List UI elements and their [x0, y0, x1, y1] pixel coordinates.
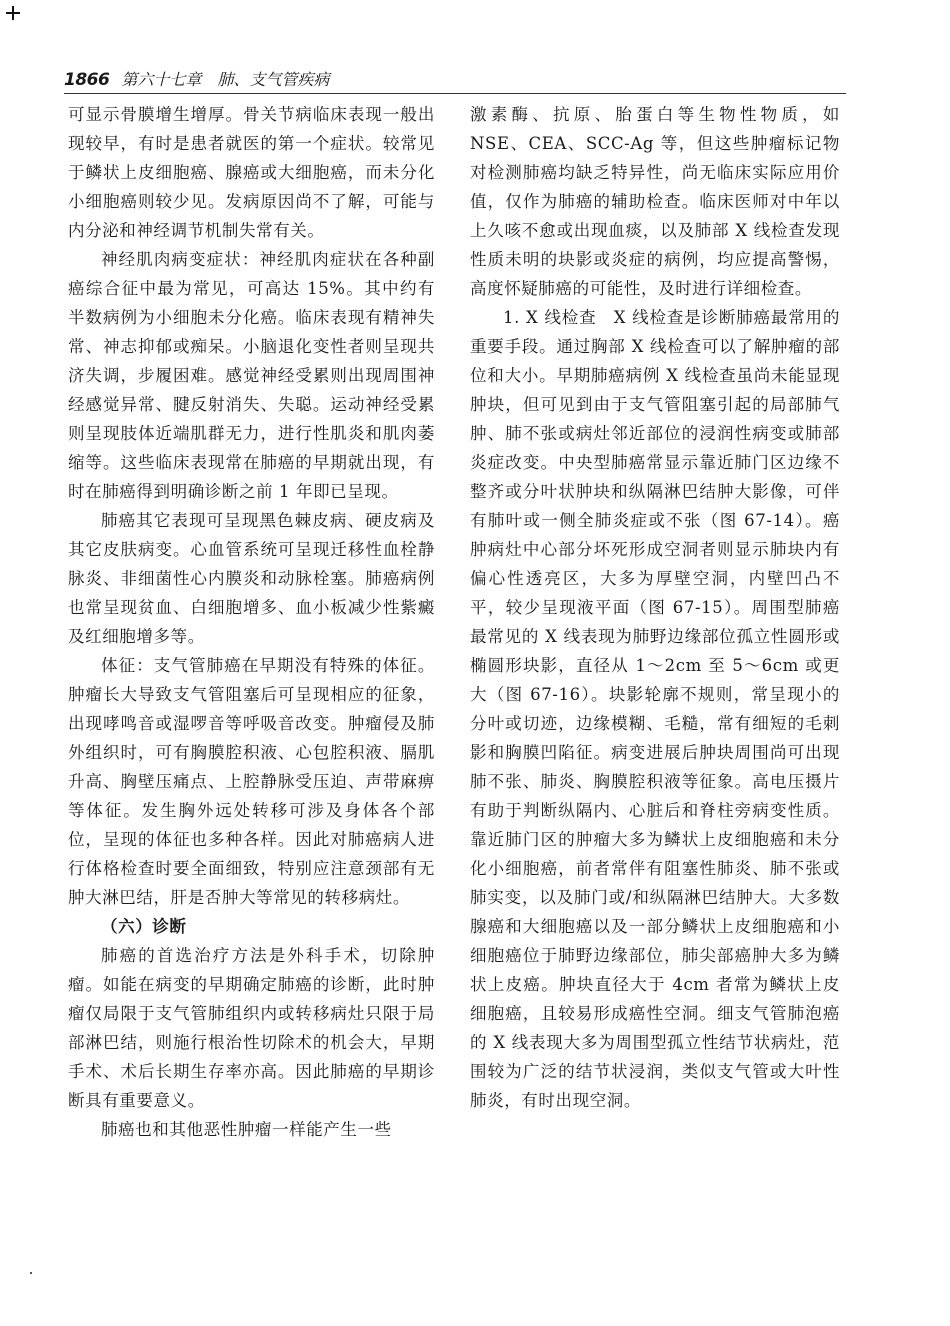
- right-column: [470, 100, 840, 1115]
- paragraph: [470, 303, 840, 1115]
- section-heading: （六）诊断: [101, 917, 187, 936]
- paragraph: 神经肌肉病变症状：神经肌肉症状在各种副癌综合征中最为常见，可高达 15%。其中约有半数病例为小细胞未分化癌。临床表现有精神失常、神志抑郁或痴呆。小脑退化变性者则呈现共济失调，步履困难。感觉神经受累则出现周围神经感觉异常、腱反射消失、失聪。运动神经受累则呈现肢体近端肌群无力，进行性肌炎和肌肉萎缩等。这些临床表现常在肺癌的早期就出现，有时在肺癌得到明确诊断之前 1 年即已呈现。: [68, 250, 435, 501]
- paragraph: 体征：支气管肺癌在早期没有特殊的体征。肿瘤长大导致支气管阻塞后可呈现相应的征象，出现哮鸣音或湿啰音等呼吸音改变。肿瘤侵及肺外组织时，可有胸膜腔积液、心包腔积液、膈肌升高、胸壁压痛点、上腔静脉受压迫、声带麻痹等体征。发生胸外远处转移可涉及身体各个部位，呈现的体征也多种各样。因此对肺癌病人进行体格检查时要全面细致，特别应注意颈部有无肿大淋巴结，肝是否肿大等常见的转移病灶。: [68, 656, 435, 907]
- subsection-label: 1. X 线检查: [503, 308, 597, 327]
- page-number: 1866: [64, 70, 110, 90]
- running-head: [64, 66, 844, 90]
- paragraph: 肺癌也和其他恶性肿瘤一样能产生一些: [101, 1120, 392, 1139]
- chapter-title: 第六十七章 肺、支气管疾病: [121, 70, 330, 89]
- registration-mark: [6, 6, 20, 20]
- paragraph-text: X 线检查是诊断肺癌最常用的重要手段。通过胸部 X 线检查可以了解肿瘤的部位和大小。早期肺癌病例 X 线检查虽尚未能显现肿块，但可见到由于支气管阻塞引起的局部肺气肿、肺不张或病灶邻近部位的浸润性病变或肺部炎症改变。中央型肺癌常显示靠近肺门区边缘不整齐或分叶状肿块和纵隔淋巴结肿大影像，可伴有肺叶或一侧全肺炎症或不张（图 67-14）。癌肿病灶中心部分坏死形成空洞者则显示肺块内有偏心性透亮区，大多为厚壁空洞，内壁凹凸不平，较少呈现液平面（图 67-15）。周围型肺癌最常见的 X 线表现为肺野边缘部位孤立性圆形或椭圆形块影，直径从 1～2cm 至 5～6cm 或更大（图 67-16）。块影轮廓不规则，常呈现小的分叶或切迹，边缘模糊、毛糙，常有细短的毛刺影和胸膜凹陷征。病变进展后肿块周围尚可出现肺不张、肺炎、胸膜腔积液等征象。高电压摄片有助于判断纵隔内、心脏后和脊柱旁病变性质。靠近肺门区的肿瘤大多为鳞状上皮细胞癌和未分化小细胞癌，前者常伴有阻塞性肺炎、肺不张或肺实变，以及肺门或/和纵隔淋巴结肿大。大多数腺癌和大细胞癌以及一部分鳞状上皮细胞癌和小细胞癌位于肺野边缘部位，肺尖部癌肿大多为鳞状上皮癌。肿块直径大于 4cm 者常为鳞状上皮细胞癌，且较易形成癌性空洞。细支气管肺泡癌的 X 线表现大多为周围型孤立性结节状病灶，范围较为广泛的结节状浸润，类似支气管或大叶性肺炎，有时出现空洞。: [470, 308, 840, 1110]
- header-rule: [64, 93, 846, 94]
- paragraph: 激素酶、抗原、胎蛋白等生物性物质，如 NSE、CEA、SCC-Ag 等，但这些肿瘤标记物对检测肺癌均缺乏特异性，尚无临床实际应用价值，仅作为肺癌的辅助检查。临床医师对中年以上久咳不愈或出现血痰，以及肺部 X 线检查发现性质未明的块影或炎症的病例，均应提高警惕，高度怀疑肺癌的可能性，及时进行详细检查。: [470, 105, 840, 298]
- scan-speck: [30, 1272, 32, 1274]
- paragraph: 肺癌其它表现可呈现黑色棘皮病、硬皮病及其它皮肤病变。心血管系统可呈现迁移性血栓静脉炎、非细菌性心内膜炎和动脉栓塞。肺癌病例也常呈现贫血、白细胞增多、血小板减少性紫癜及红细胞增多等。: [68, 511, 435, 646]
- left-column: [68, 100, 435, 1144]
- paragraph: 肺癌的首选治疗方法是外科手术，切除肿瘤。如能在病变的早期确定肺癌的诊断，此时肿瘤仅局限于支气管肺组织内或转移病灶只限于局部淋巴结，则施行根治性切除术的机会大，早期手术、术后长期生存率亦高。因此肺癌的早期诊断具有重要意义。: [68, 946, 435, 1110]
- paragraph: 可显示骨膜增生增厚。骨关节病临床表现一般出现较早，有时是患者就医的第一个症状。较常见于鳞状上皮细胞癌、腺癌或大细胞癌，而未分化小细胞癌则较少见。发病原因尚不了解，可能与内分泌和神经调节机制失常有关。: [68, 105, 435, 240]
